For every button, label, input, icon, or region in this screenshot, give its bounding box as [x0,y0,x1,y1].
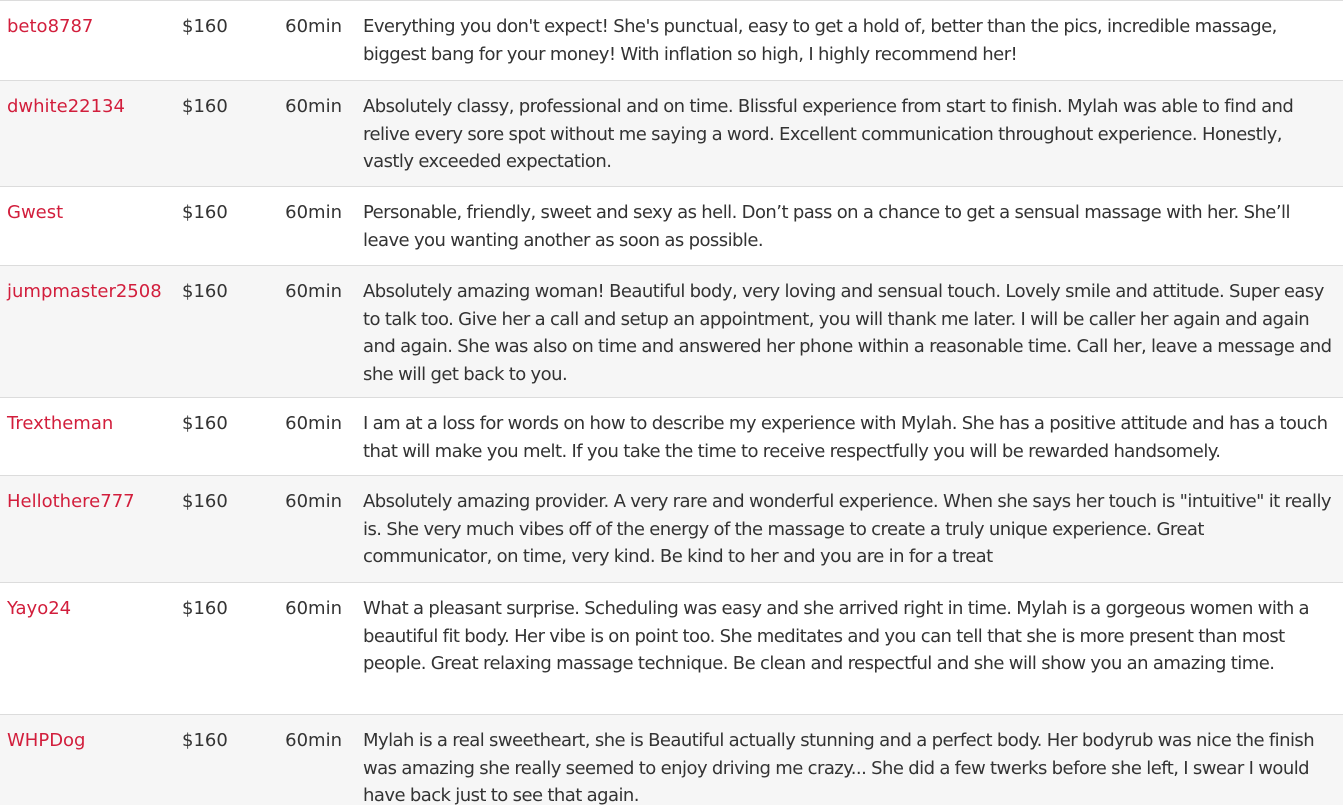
review-text: Mylah is a real sweetheart, she is Beautiful actually stunning and a perfect body. Her bodyrub was nice the finish was amazing she really seemed to enjoy driving me crazy... She did a few twerks before she left, I swear I would have back just to see that again. [363,730,1315,805]
review-price: $160 [182,730,228,751]
review-text: I am at a loss for words on how to describe my experience with Mylah. She has a positive attitude and has a touch that will make you melt. If you take the time to receive respectfully you will be rewarded handsomely. [363,413,1328,462]
review-price: $160 [182,598,228,619]
review-duration: 60min [285,96,342,117]
review-duration: 60min [285,730,342,751]
review-text: Absolutely amazing provider. A very rare and wonderful experience. When she says her touch is "intuitive" it really is. She very much vibes off of the energy of the massage to create a truly unique experience. Great communicator, on time, very kind. Be kind to her and you are in for a treat [363,491,1332,567]
review-price: $160 [182,16,228,37]
review-username-link[interactable]: Hellothere777 [7,491,135,512]
review-price: $160 [182,202,228,223]
review-username-link[interactable]: Trextheman [7,413,114,434]
review-username-link[interactable]: WHPDog [7,730,86,751]
review-text: Everything you don't expect! She's punctual, easy to get a hold of, better than the pics, incredible massage, biggest bang for your money! With inflation so high, I highly recommend her! [363,16,1277,65]
review-price: $160 [182,281,228,302]
review-row [0,715,1343,805]
review-text: Absolutely classy, professional and on time. Blissful experience from start to finish. Mylah was able to find and relive every sore spot without me saying a word. Excellent communication throughout experience. Honestly, vastly exceeded expectation. [363,96,1294,172]
review-username-link[interactable]: dwhite22134 [7,96,125,117]
review-row [0,583,1343,715]
review-row [0,266,1343,398]
review-duration: 60min [285,16,342,37]
review-text: Personable, friendly, sweet and sexy as hell. Don’t pass on a chance to get a sensual massage with her. She’ll leave you wanting another as soon as possible. [363,202,1290,251]
review-row [0,81,1343,187]
review-price: $160 [182,413,228,434]
review-row [0,476,1343,583]
review-username-link[interactable]: jumpmaster2508 [7,281,162,302]
review-row [0,398,1343,476]
review-price: $160 [182,491,228,512]
review-duration: 60min [285,598,342,619]
review-price: $160 [182,96,228,117]
review-text: What a pleasant surprise. Scheduling was easy and she arrived right in time. Mylah is a gorgeous women with a beautiful fit body. Her vibe is on point too. She meditates and you can tell that she is more present than most people. Great relaxing massage technique. Be clean and respectful and she will show you an amazing time. [363,598,1310,674]
review-text: Absolutely amazing woman! Beautiful body, very loving and sensual touch. Lovely smile and attitude. Super easy to talk too. Give her a call and setup an appointment, you will thank me later. I will be caller her again and again and again. She was also on time and answered her phone within a reasonable time. Call her, leave a message and she will get back to you. [363,281,1332,385]
review-username-link[interactable]: beto8787 [7,16,94,37]
review-row [0,1,1343,81]
review-duration: 60min [285,202,342,223]
review-duration: 60min [285,413,342,434]
review-row [0,187,1343,266]
review-username-link[interactable]: Gwest [7,202,64,223]
review-username-link[interactable]: Yayo24 [7,598,72,619]
review-duration: 60min [285,281,342,302]
review-duration: 60min [285,491,342,512]
